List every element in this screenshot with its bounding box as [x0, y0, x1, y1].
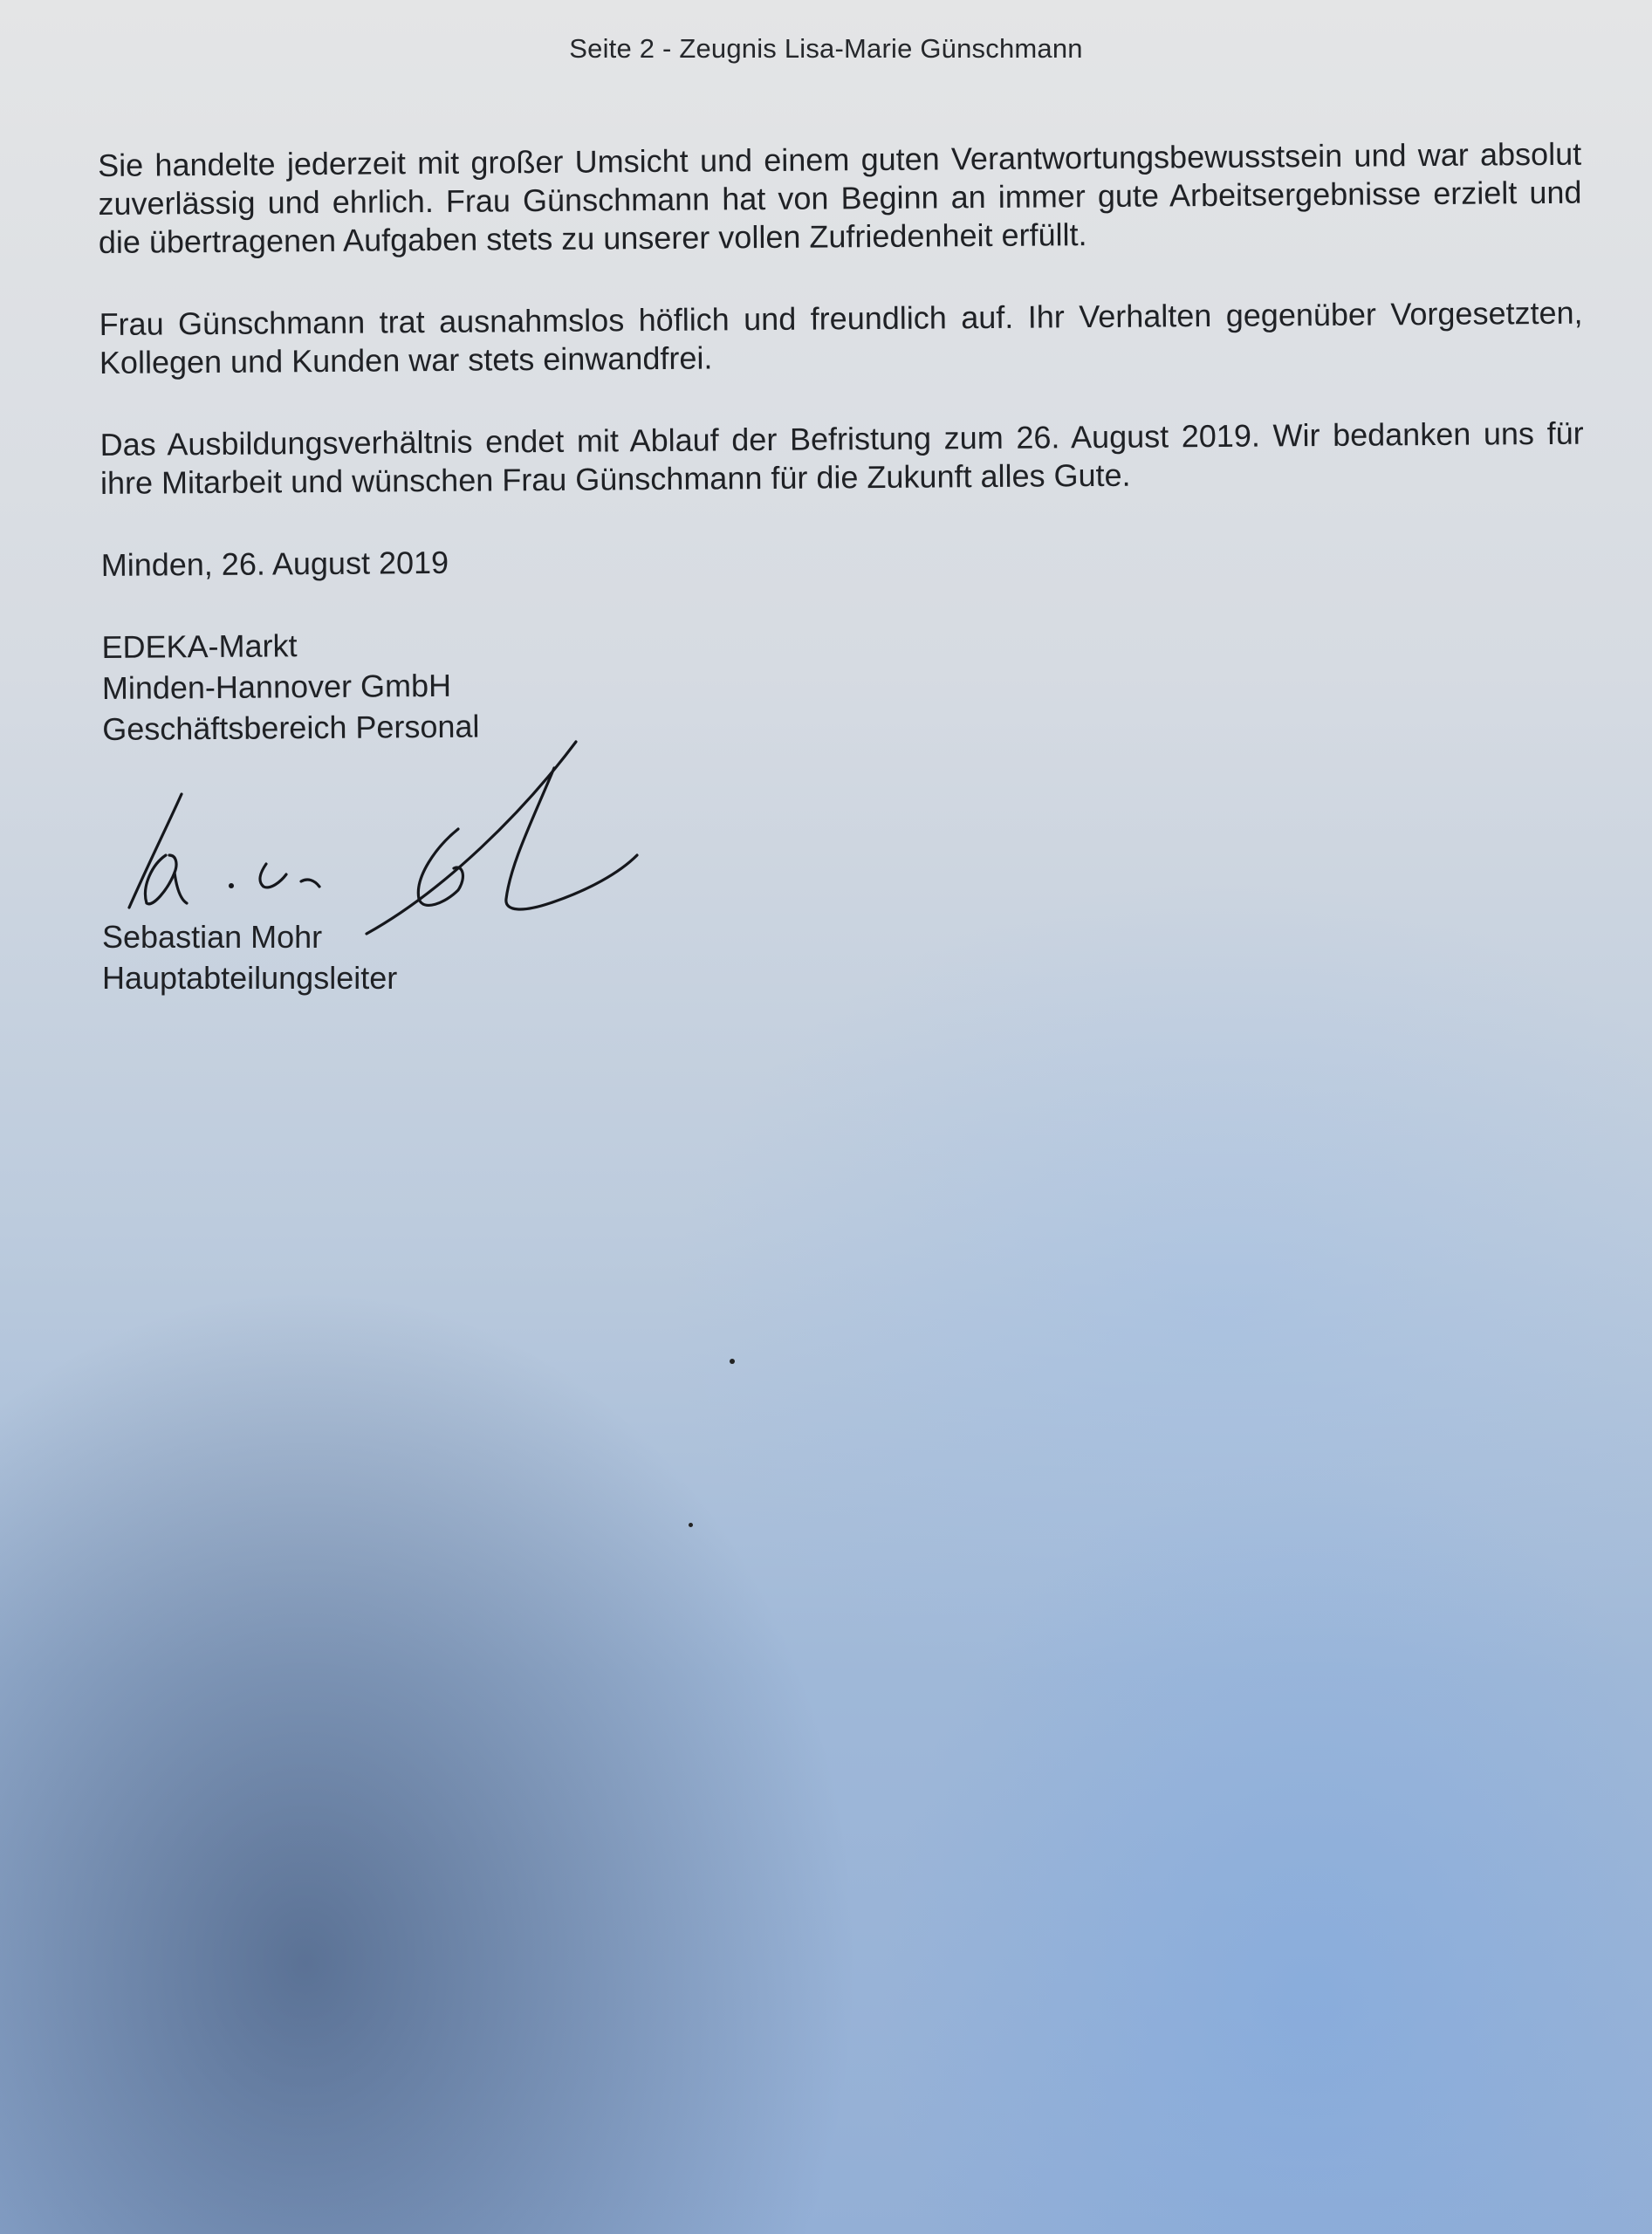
- paragraph-behavior: Frau Günschmann trat ausnahmslos höflich und freundlich auf. Ihr Verhalten gegenüber Vorgesetzten, Kollegen und Kunden war stets einwandfrei.: [99, 294, 1583, 380]
- page-header: Seite 2 - Zeugnis Lisa-Marie Günschmann: [569, 33, 1083, 64]
- company-department: Geschäftsbereich Personal: [102, 708, 480, 747]
- signer-block: [102, 916, 397, 998]
- company-entity: Minden-Hannover GmbH: [101, 667, 452, 706]
- paragraph-closing: Das Ausbildungsverhältnis endet mit Ablauf der Befristung zum 26. August 2019. Wir bedanken uns für ihre Mitarbeit und wünschen Frau Günschmann für die Zukunft alles Gute.: [99, 415, 1584, 501]
- letter-body: [98, 135, 1586, 750]
- company-name: EDEKA-Markt: [101, 627, 298, 665]
- signer-title: Hauptabteilungsleiter: [102, 960, 398, 996]
- place-date: Minden, 26. August 2019: [100, 544, 449, 583]
- paper-speck: [689, 1523, 693, 1527]
- handwritten-signature: [113, 724, 655, 942]
- paragraph-conduct: Sie handelte jederzeit mit großer Umsicht und einem guten Verantwortungsbewusstsein und war absolut zuverlässig und ehrlich. Frau Günschmann hat von Beginn an immer gute Arbeitsergebnisse erzielt und die übertragenen Aufgaben stets zu unserer vollen Zufriedenheit erfüllt.: [98, 135, 1582, 260]
- paper-speck: [730, 1359, 735, 1364]
- signer-name: Sebastian Mohr: [102, 919, 323, 955]
